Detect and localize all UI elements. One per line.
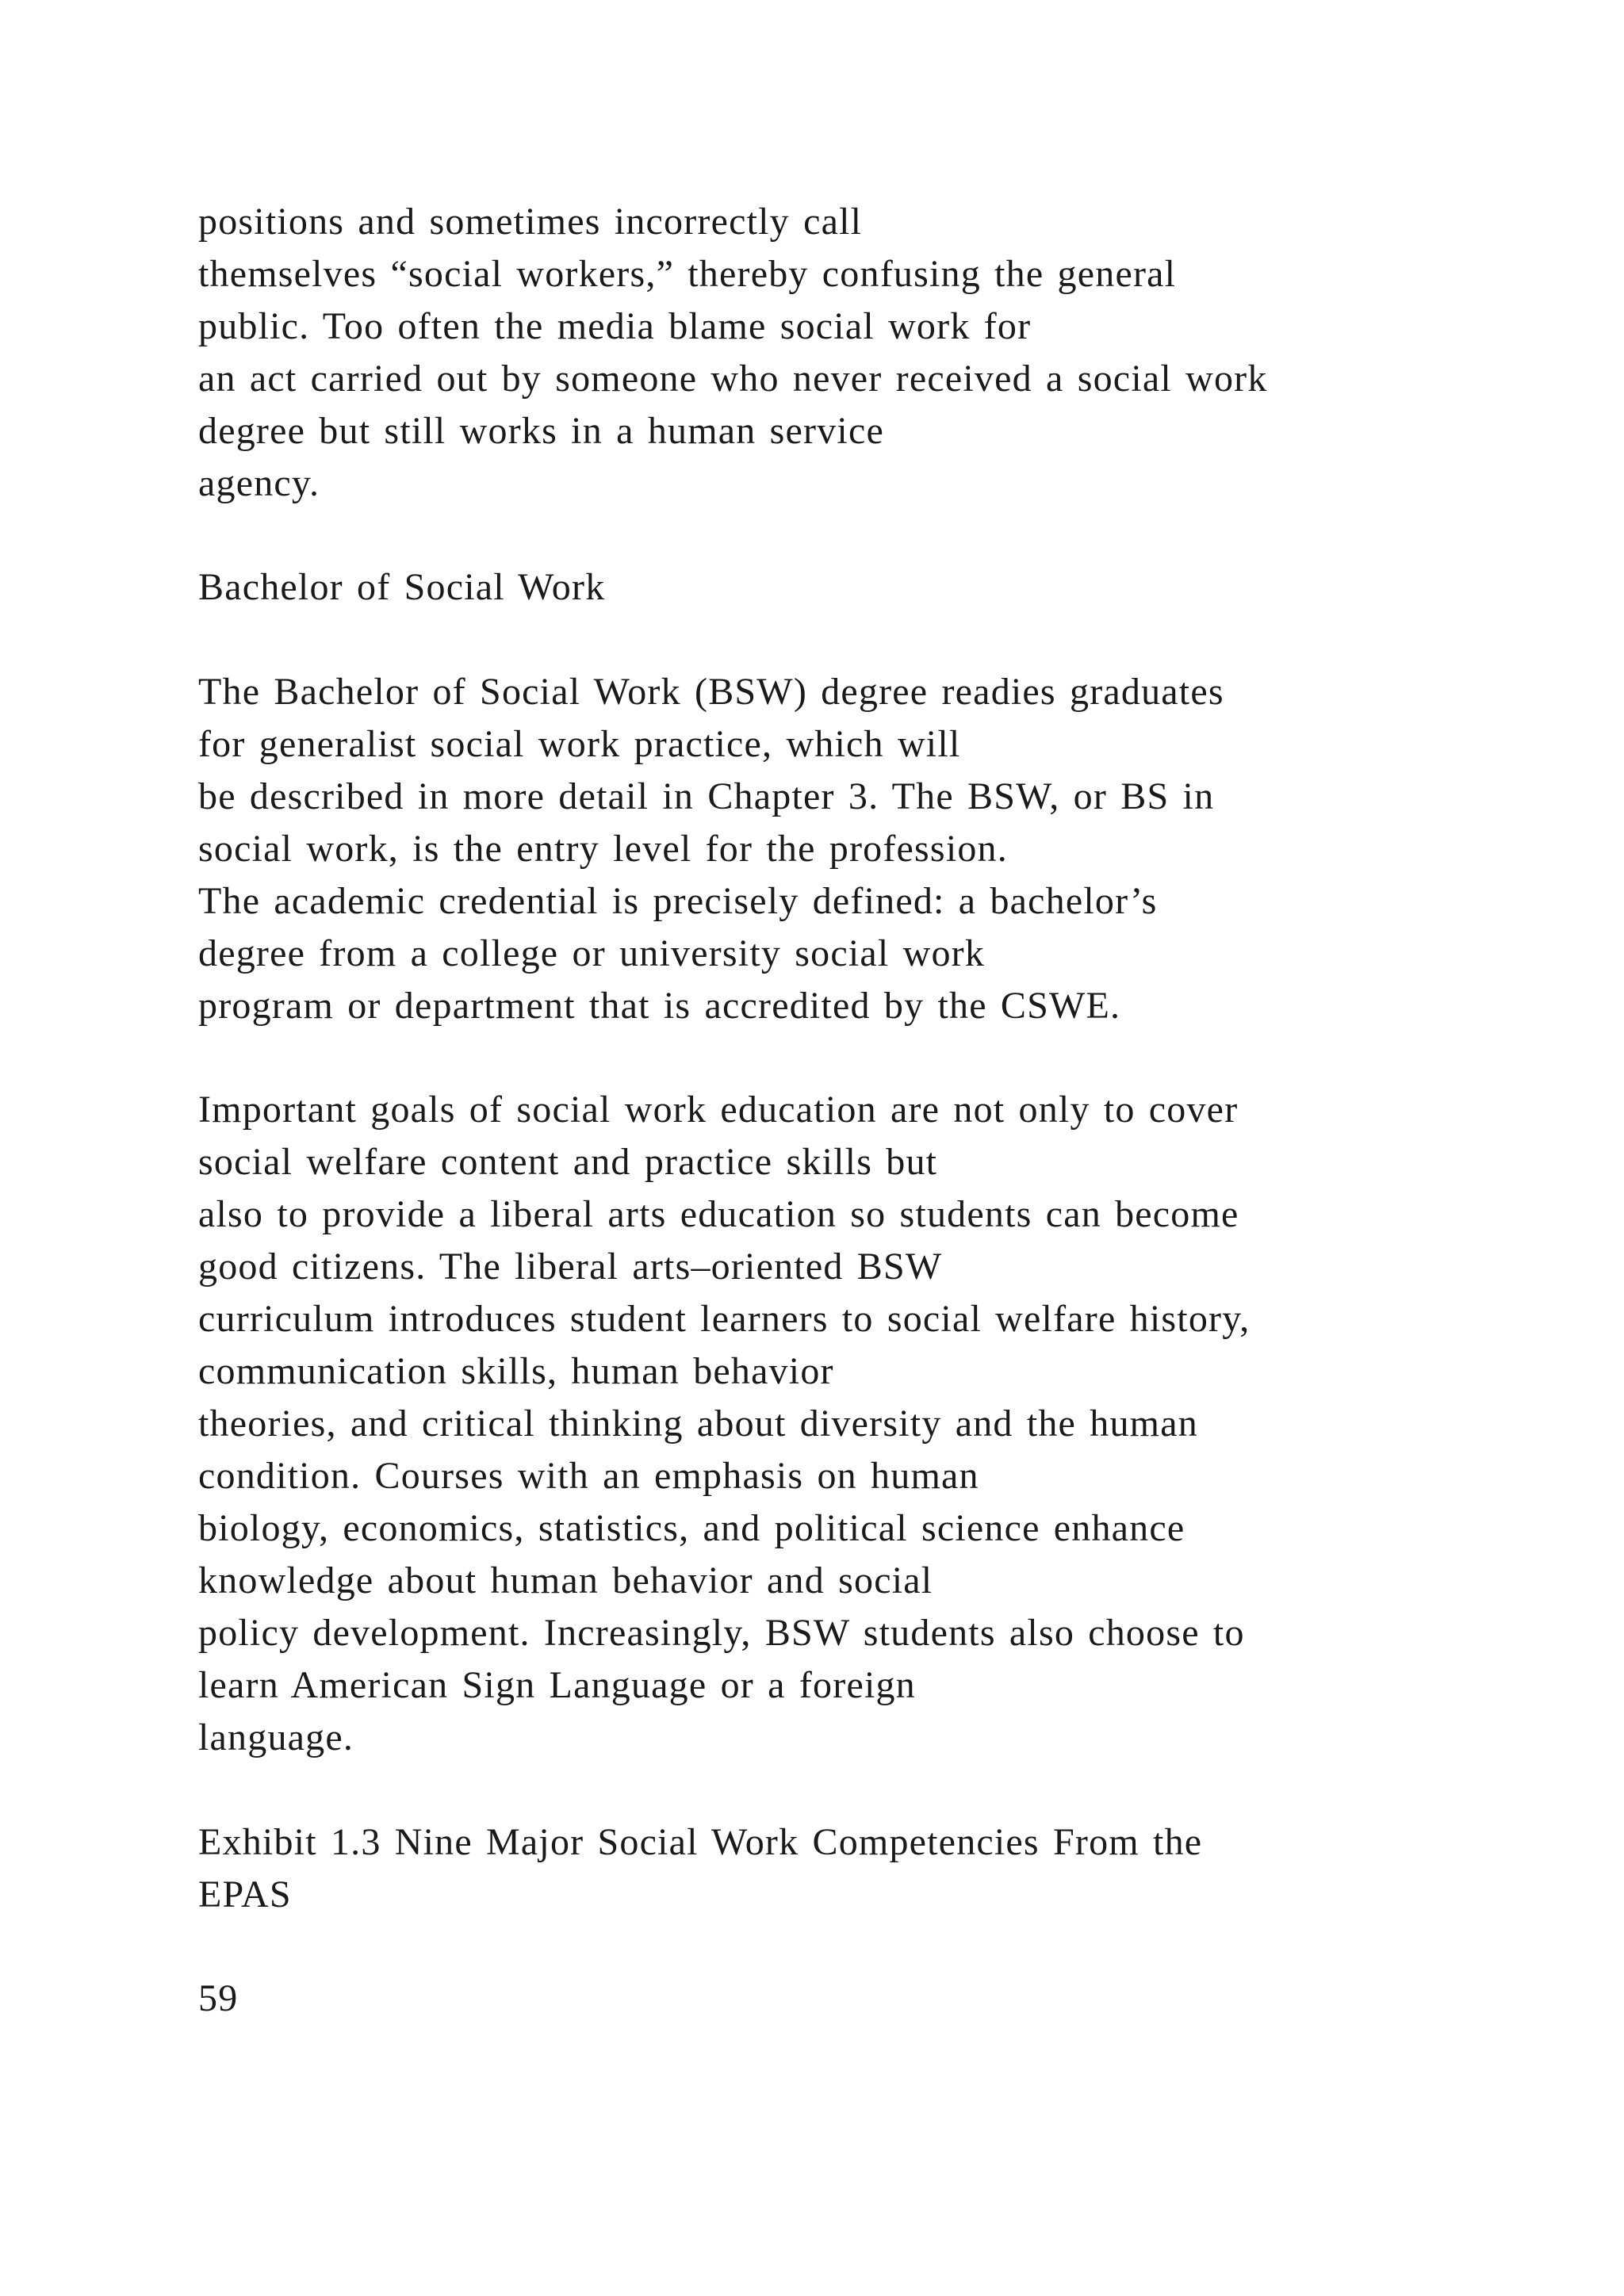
- paragraph-3-line: curriculum introduces student learners to social welfare history,: [198, 1298, 1251, 1340]
- paragraph-1-line: public. Too often the media blame social work for: [198, 305, 1032, 347]
- paragraph-2-line: social work, is the entry level for the profession.: [198, 828, 1008, 870]
- paragraph-2-line: for generalist social work practice, which will: [198, 723, 961, 765]
- page-number: 59: [198, 1977, 239, 2019]
- paragraph-3-line: biology, economics, statistics, and political science enhance: [198, 1507, 1185, 1549]
- paragraph-3-line: communication skills, human behavior: [198, 1350, 834, 1392]
- exhibit-caption-line: Exhibit 1.3 Nine Major Social Work Competencies From the: [198, 1821, 1203, 1863]
- paragraph-2-line: The academic credential is precisely defined: a bachelor’s: [198, 880, 1158, 922]
- section-heading: Bachelor of Social Work: [198, 566, 606, 608]
- paragraph-3-line: language.: [198, 1716, 354, 1758]
- paragraph-3-line: also to provide a liberal arts education so students can become: [198, 1193, 1239, 1235]
- paragraph-3-line: good citizens. The liberal arts–oriented BSW: [198, 1246, 943, 1288]
- paragraph-1-line: positions and sometimes incorrectly call: [198, 201, 863, 243]
- paragraph-3-line: policy development. Increasingly, BSW students also choose to: [198, 1612, 1245, 1654]
- paragraph-1-line: agency.: [198, 462, 320, 504]
- paragraph-3-line: theories, and critical thinking about diversity and the human: [198, 1402, 1198, 1445]
- paragraph-3-line: knowledge about human behavior and social: [198, 1559, 933, 1601]
- paragraph-3-line: learn American Sign Language or a foreign: [198, 1664, 916, 1706]
- paragraph-2-line: be described in more detail in Chapter 3. The BSW, or BS in: [198, 775, 1215, 817]
- paragraph-3-line: Important goals of social work education are not only to cover: [198, 1089, 1239, 1131]
- paragraph-2-line: program or department that is accredited by the CSWE.: [198, 985, 1121, 1027]
- paragraph-3-line: social welfare content and practice skills but: [198, 1141, 938, 1183]
- paragraph-2-line: degree from a college or university social work: [198, 932, 986, 974]
- paragraph-1-line: themselves “social workers,” thereby confusing the general: [198, 253, 1177, 295]
- paragraph-1-line: degree but still works in a human service: [198, 410, 884, 452]
- exhibit-caption-line: EPAS: [198, 1873, 292, 1915]
- paragraph-1-line: an act carried out by someone who never received a social work: [198, 358, 1268, 400]
- paragraph-3-line: condition. Courses with an emphasis on human: [198, 1455, 979, 1497]
- paragraph-2-line: The Bachelor of Social Work (BSW) degree readies graduates: [198, 671, 1224, 713]
